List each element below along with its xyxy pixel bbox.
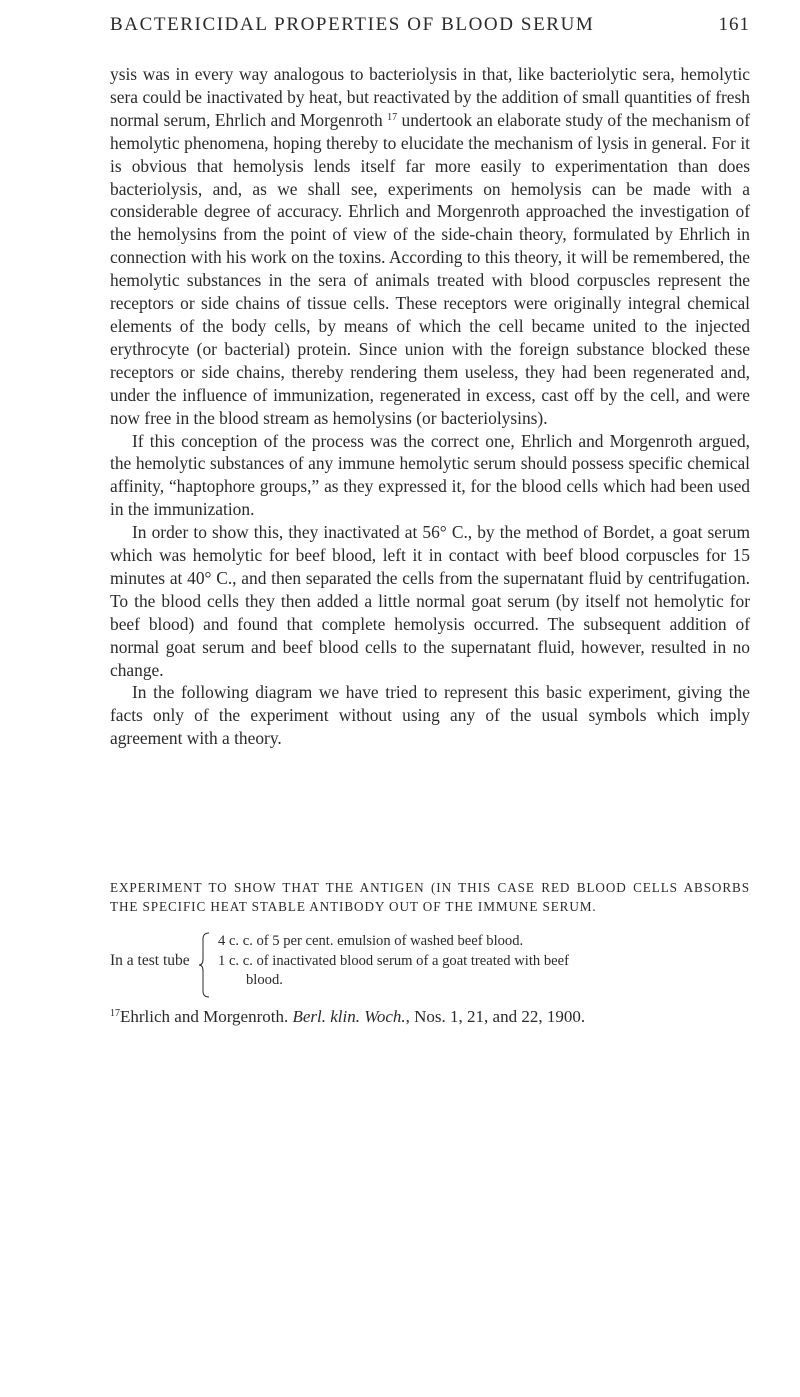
paragraph-text: undertook an elaborate study of the mechanism of hemolytic phenomena, hoping thereby to elucidate the mechanism of lysis in general. For it is obvious that hemolysis lends itself far more easily to experimentation than does bacteriolysis, and, as we shall see, experiments on hemolysis can be made with a considerable degree of accuracy. Ehrlich and Morgenroth approached the investigation of the hemolysins from the point of view of the side-chain theory, formulated by Ehrlich in connection with his work on the toxins. According to this theory, it will be remembered, the hemolytic substances in the sera of animals treated with blood corpuscles represent the receptors or side chains of tissue cells. These receptors were originally integral chemical elements of the body cells, by means of which the cell became united to the injected erythrocyte (or bacterial) protein. Since union with the foreign substance blocked these receptors or side chains, thereby rendering them useless, they had been regenerated and, under the influence of immunization, regenerated in excess, cast off by the cell, and were now free in the blood stream as hemolysins (or bacteriolysins). bbox=[110, 109, 750, 428]
paragraph-continued bbox=[110, 63, 750, 430]
footnote-reference: 17 bbox=[387, 111, 398, 123]
experiment-item-continued: blood. bbox=[246, 972, 283, 989]
footnote-journal: Berl. klin. Woch. bbox=[292, 1007, 406, 1026]
experiment-setup bbox=[110, 932, 750, 1002]
body-text bbox=[110, 63, 750, 750]
paragraph: In order to show this, they inactivated at 56° C., by the method of Bordet, a goat serum which was hemolytic for beef blood, left it in contact with beef blood corpuscles for 15 minutes at 40° C., and then separated the cells from the supernatant fluid by centrifugation. To the blood cells they then added a little normal goat serum (by itself not hemolytic for beef blood) and found that complete hemolysis occurred. The subsequent addition of normal goat serum and beef blood cells to the supernatant fluid, however, resulted in no change. bbox=[110, 522, 750, 680]
experiment-item: 4 c. c. of 5 per cent. emulsion of washed beef blood. bbox=[218, 933, 524, 949]
experiment-label: In a test tube bbox=[110, 952, 190, 969]
experiment-items bbox=[218, 932, 750, 991]
paragraph-text: ysis was in every way analogous to bacteriolysis in that, like bacteriolytic sera, hemolytic sera could be inactivated by heat, but reactivated by the addition of small quantities of fresh normal serum, Ehrlich and Morgenroth bbox=[110, 64, 750, 130]
experiment-item: 1 c. c. of inactivated blood serum of a goat treated with beef bbox=[218, 952, 569, 969]
page-number: 161 bbox=[718, 14, 750, 35]
footnote bbox=[110, 1006, 750, 1028]
footnote-citation: , Nos. 1, 21, and 22, 1900. bbox=[405, 1007, 586, 1026]
paragraph: In the following diagram we have tried to represent this basic experiment, giving the facts only of the experiment without using any of the usual symbols which imply agreement with a theory. bbox=[110, 682, 750, 749]
experiment-heading: EXPERIMENT TO SHOW THAT THE ANTIGEN (IN THIS CASE RED BLOOD CELLS ABSORBS THE SPECIFIC HEAT STABLE ANTIBODY OUT OF THE IMMUNE SERUM. bbox=[110, 880, 750, 914]
paragraph: If this conception of the process was the correct one, Ehrlich and Morgenroth argued, the hemolytic substances of any immune hemolytic serum should possess specific chemical affinity, “haptophore groups,” as they expressed it, for the blood cells which had been used in the immunization. bbox=[110, 430, 750, 520]
running-title: BACTERICIDAL PROPERTIES OF BLOOD SERUM bbox=[110, 14, 595, 35]
running-head bbox=[110, 14, 750, 44]
footnote-marker: 17 bbox=[110, 1008, 120, 1019]
footnote-authors: Ehrlich and Morgenroth. bbox=[120, 1007, 293, 1026]
left-brace-icon bbox=[198, 932, 210, 998]
